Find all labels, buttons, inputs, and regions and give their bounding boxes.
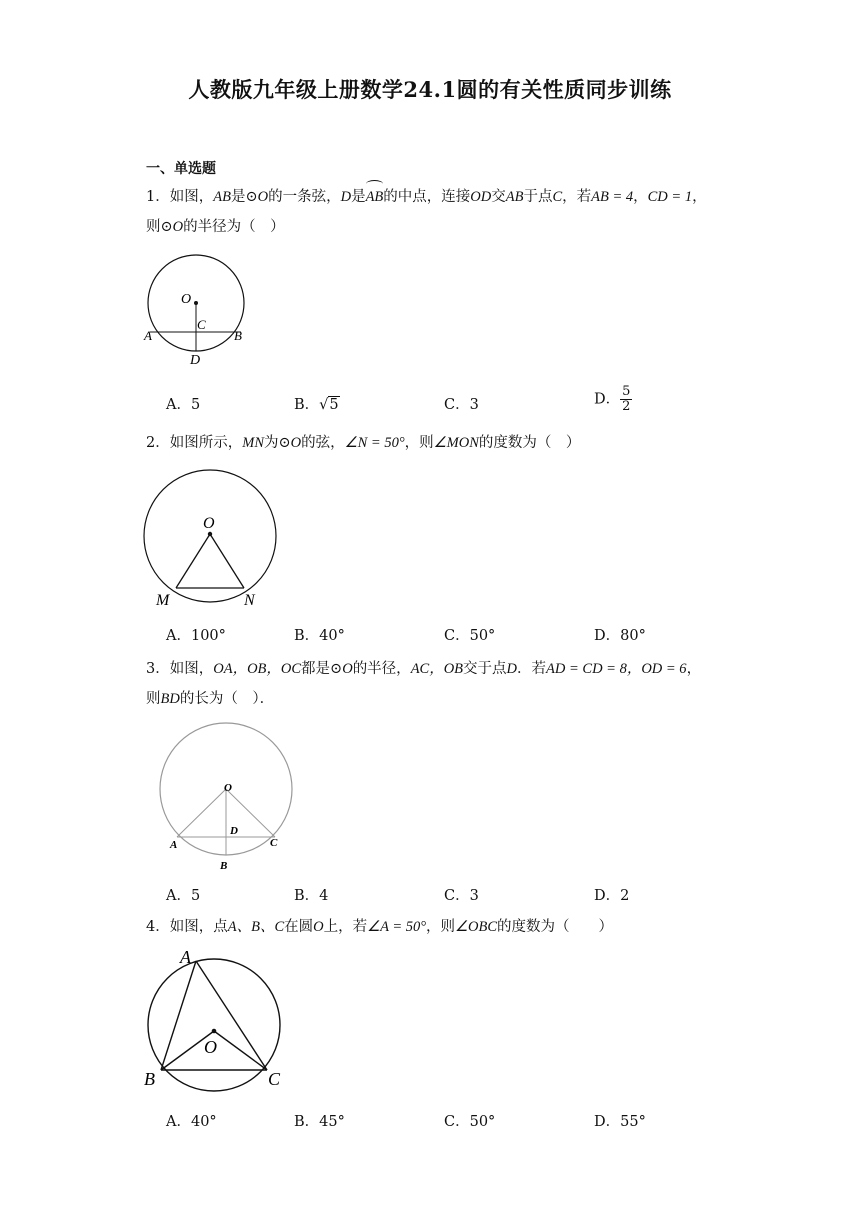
q1-label-a: A <box>144 328 152 343</box>
q1-option-d-label: D． <box>594 391 621 408</box>
q2-side-om <box>176 534 210 588</box>
q2-var: O <box>290 435 302 451</box>
q3-vars: AC，OB <box>410 661 464 677</box>
question-3 <box>146 654 736 714</box>
q4-text: 的度数为（ ） <box>497 919 614 935</box>
q4-figure <box>140 945 290 1090</box>
q4-option-b[interactable]: B．45° <box>294 1114 345 1130</box>
q3-text: ， <box>686 661 702 677</box>
q4-vars: A、B、C <box>227 919 285 935</box>
q1-text: 如图， <box>169 189 214 205</box>
q1-center-dot <box>194 301 198 305</box>
q3-options <box>146 884 736 908</box>
q1-var: C <box>552 189 563 205</box>
q1-text: 交 <box>491 189 506 205</box>
q3-figure <box>150 722 300 877</box>
q1-text: 是⊙ <box>230 189 258 205</box>
q3-label-b: B <box>220 860 228 872</box>
q2-text: 的弦， <box>301 435 345 451</box>
sqrt-symbol: √5 <box>319 397 339 413</box>
q4-var: O <box>313 919 324 935</box>
q3-text: 如图， <box>169 661 214 677</box>
q4-text: 上，若 <box>323 919 368 935</box>
q1-text: 的半径为（ ） <box>183 219 285 235</box>
q2-text: ，则 <box>404 435 434 451</box>
q3-label-a: A <box>170 839 178 851</box>
q1-text: ， <box>633 189 648 205</box>
q3-equation: AD = CD = 8，OD = 6 <box>546 661 687 677</box>
q2-number: 2． <box>146 435 170 451</box>
q3-text: 交于点 <box>463 661 507 677</box>
q1-var: OD <box>470 189 492 205</box>
q4-label-c: C <box>268 1069 281 1089</box>
q1-var: O <box>257 189 269 205</box>
page-title: 人教版九年级上册数学24.1圆的有关性质同步训练 <box>188 77 672 102</box>
q1-option-c[interactable]: C．3 <box>444 397 479 413</box>
q2-text: 为⊙ <box>263 435 291 451</box>
q4-circle <box>148 959 280 1091</box>
q4-option-a[interactable]: A．40° <box>166 1114 217 1130</box>
q2-label-o: O <box>203 515 215 532</box>
q3-radius-oa <box>177 789 226 837</box>
q1-options <box>146 384 736 417</box>
question-1 <box>146 182 736 242</box>
q3-option-a[interactable]: A．5 <box>166 888 201 904</box>
q2-var: MN <box>242 435 264 451</box>
fraction-numerator: 5 <box>622 384 631 399</box>
q2-side-on <box>210 534 244 588</box>
q4-number: 4． <box>146 919 170 935</box>
q4-text: ，则 <box>426 919 456 935</box>
q4-label-a: A <box>180 947 191 967</box>
question-4 <box>146 912 736 942</box>
q1-var: AB <box>213 189 231 205</box>
q1-var: D <box>340 189 352 205</box>
q1-option-d-fraction <box>620 385 632 414</box>
q3-label-o: O <box>224 782 232 794</box>
q1-var: AB <box>505 189 524 205</box>
q1-text: 的中点，连接 <box>383 189 471 205</box>
question-2 <box>146 428 736 458</box>
q2-option-b[interactable]: B．40° <box>294 628 345 644</box>
q1-text: 的一条弦， <box>268 189 341 205</box>
q2-option-a[interactable]: A．100° <box>166 628 226 644</box>
q4-equation: ∠A = 50° <box>367 919 427 935</box>
q1-text: ， <box>692 189 707 205</box>
q2-label-m: M <box>156 592 170 609</box>
q4-option-c[interactable]: C．50° <box>444 1114 496 1130</box>
q4-text: 在圆 <box>284 919 314 935</box>
q4-option-d[interactable]: D．55° <box>594 1114 646 1130</box>
q1-number: 1． <box>146 189 170 205</box>
section-heading: 一、单选题 <box>146 161 216 177</box>
q2-center-dot <box>208 532 212 536</box>
q1-label-c: C <box>197 317 206 332</box>
q3-text: 的半径， <box>352 661 411 677</box>
q3-var: BD <box>160 691 180 707</box>
q4-text: 如图，点 <box>169 919 228 935</box>
q3-option-b[interactable]: B．4 <box>294 888 329 904</box>
q3-label-c: C <box>270 837 278 849</box>
q4-side-ab <box>161 961 196 1070</box>
q4-label-o: O <box>204 1037 217 1057</box>
q1-option-a[interactable]: A．5 <box>166 397 201 413</box>
q1-arc-var: AB <box>366 182 384 212</box>
q2-figure <box>140 466 280 611</box>
q4-angle: ∠OBC <box>455 919 498 935</box>
q1-label-o: O <box>181 292 192 307</box>
q2-options <box>146 624 736 648</box>
q1-label-d: D <box>190 353 201 368</box>
q3-label-d: D <box>230 825 238 837</box>
q3-text: 的长为（ ）． <box>179 691 275 707</box>
q1-text: 是 <box>351 189 366 205</box>
q3-text: 则 <box>146 691 161 707</box>
q1-text: ，若 <box>562 189 592 205</box>
q3-text: ．若 <box>517 661 547 677</box>
q2-text: 如图所示， <box>169 435 243 451</box>
q2-equation: ∠N = 50° <box>344 435 405 451</box>
q4-options <box>146 1110 736 1134</box>
q3-option-d[interactable]: D．2 <box>594 888 630 904</box>
q3-text: 都是⊙ <box>301 661 343 677</box>
q3-option-c[interactable]: C．3 <box>444 888 479 904</box>
q1-option-b-radicand: 5 <box>329 397 339 413</box>
q2-label-n: N <box>244 592 255 609</box>
q3-var: O <box>342 661 353 677</box>
q1-figure <box>140 254 250 369</box>
q1-var: O <box>172 219 184 235</box>
q2-angle: ∠MON <box>433 435 479 451</box>
q1-text: 于点 <box>523 189 553 205</box>
q1-option-b-label: B． <box>294 397 320 413</box>
q3-number: 3． <box>146 661 170 677</box>
q1-label-b: B <box>234 328 242 343</box>
fraction-denominator: 2 <box>622 399 631 414</box>
q2-option-c[interactable]: C．50° <box>444 628 496 644</box>
q1-option-b[interactable] <box>294 393 340 414</box>
q1-equation: AB = 4 <box>591 189 634 205</box>
q2-text: 的度数为（ ） <box>478 435 581 451</box>
q3-var: D <box>506 661 518 677</box>
q4-label-b: B <box>144 1069 155 1089</box>
q3-vars: OA，OB，OC <box>213 661 302 677</box>
q1-option-d[interactable] <box>594 385 632 414</box>
q1-equation: CD = 1 <box>647 189 693 205</box>
q4-radius-oc <box>214 1031 267 1070</box>
q2-option-d[interactable]: D．80° <box>594 628 646 644</box>
q4-center-dot <box>212 1029 217 1034</box>
q1-text: 则⊙ <box>146 219 173 235</box>
